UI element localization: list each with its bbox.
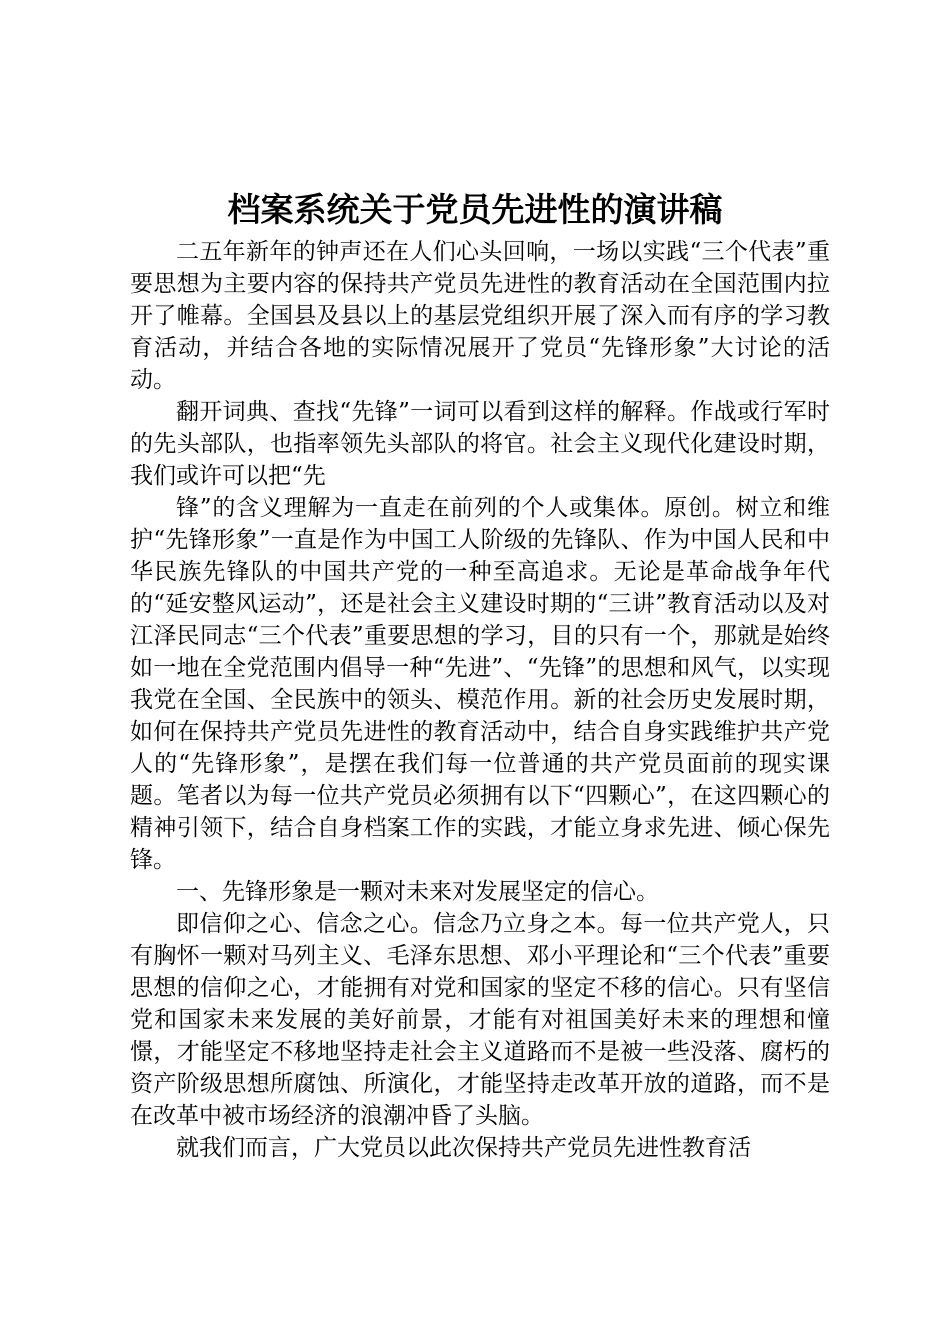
- document-title: 档案系统关于党员先进性的演讲稿: [227, 190, 723, 229]
- paragraph: 就我们而言，广大党员以此次保持共产党员先进性教育活: [176, 1135, 751, 1161]
- section-heading: 一、先锋形象是一颗对未来对发展坚定的信心。: [176, 879, 659, 905]
- document-body: [130, 236, 830, 1164]
- paragraph: 翻开词典、查找“先锋”一词可以看到这样的解释。作战或行军时的先头部队，也指率领先头部队的将官。社会主义现代化建设时期，我们或许可以把“先: [130, 399, 830, 489]
- paragraph: 二五年新年的钟声还在人们心头回响，一场以实践“三个代表”重要思想为主要内容的保持共产党员先进性的教育活动在全国范围内拉开了帷幕。全国县及县以上的基层党组织开展了深入而有序的学习教育活动，并结合各地的实际情况展开了党员“先锋形象”大讨论的活动。: [130, 239, 830, 393]
- paragraph: 锋”的含义理解为一直走在前列的个人或集体。原创。树立和维护“先锋形象”一直是作为中国工人阶级的先锋队、作为中国人民和中华民族先锋队的中国共产党的一种至高追求。无论是革命战争年代的“延安整风运动”，还是社会主义建设时期的“三讲”教育活动以及对江泽民同志“三个代表”重要思想的学习，目的只有一个，那就是始终如一地在全党范围内倡导一种“先进”、“先锋”的思想和风气，以实现我党在全国、全民族中的领头、模范作用。新的社会历史发展时期，如何在保持共产党员先进性的教育活动中，结合自身实践维护共产党人的“先锋形象”，是摆在我们每一位普通的共产党员面前的现实课题。笔者以为每一位共产党员必须拥有以下“四颗心”，在这四颗心的精神引领下，结合自身档案工作的实践，才能立身求先进、倾心保先锋。: [130, 495, 830, 873]
- paragraph: 即信仰之心、信念之心。信念乃立身之本。每一位共产党人，只有胸怀一颗对马列主义、毛泽东思想、邓小平理论和“三个代表”重要思想的信仰之心，才能拥有对党和国家的坚定不移的信心。只有坚信党和国家未来发展的美好前景，才能有对祖国美好未来的理想和憧憬，才能坚定不移地坚持走社会主义道路而不是被一些没落、腐朽的资产阶级思想所腐蚀、所演化，才能坚持走改革开放的道路，而不是在改革中被市场经济的浪潮冲昏了头脑。: [130, 911, 830, 1129]
